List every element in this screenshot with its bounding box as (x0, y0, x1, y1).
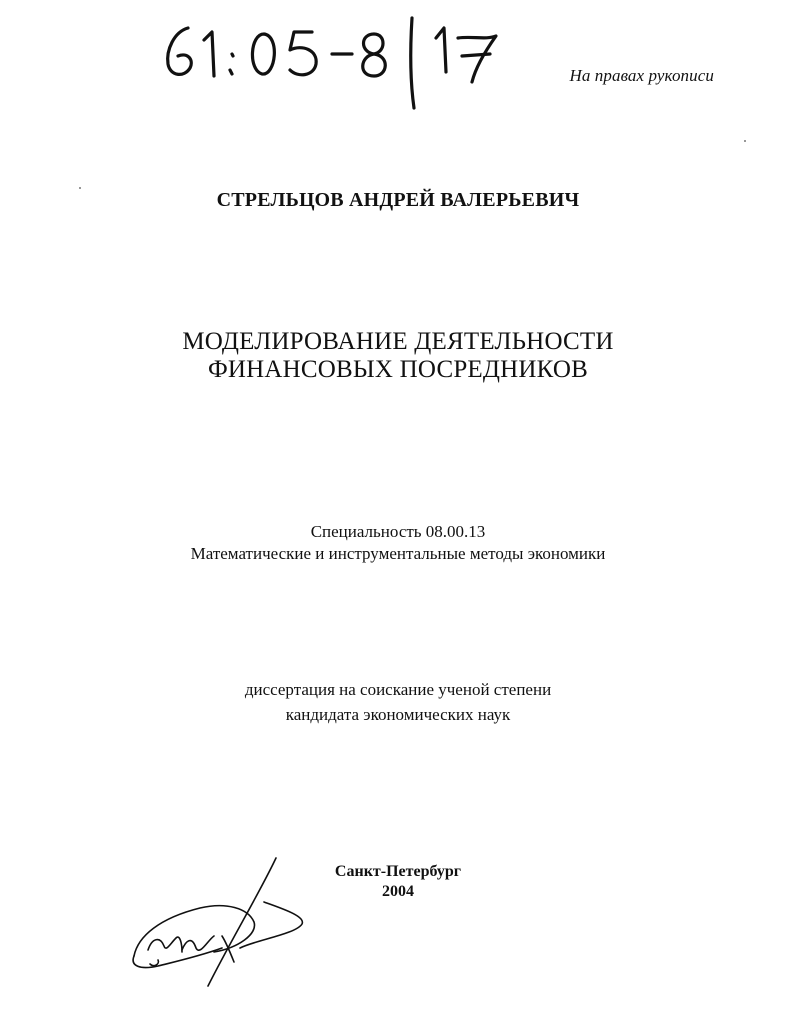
author-name: СТРЕЛЬЦОВ АНДРЕЙ ВАЛЕРЬЕВИЧ (216, 189, 580, 211)
dissertation-title (0, 328, 796, 384)
city: Санкт-Петербург (334, 863, 462, 880)
title-line-2: ФИНАНСОВЫХ ПОСРЕДНИКОВ (207, 356, 589, 383)
handwritten-archive-code (160, 10, 510, 110)
specialty-name: Математические и инструментальные методы экономики (190, 544, 606, 563)
year: 2004 (382, 883, 414, 900)
degree-line-1: диссертация на соискание ученой степени (244, 680, 552, 699)
degree-line-2: кандидата экономических наук (285, 705, 511, 724)
specialty-block (0, 521, 796, 565)
scan-speck (79, 187, 81, 189)
handwritten-archive-code-drawing (160, 10, 510, 110)
handwritten-signature (130, 852, 310, 992)
signature-drawing (130, 852, 310, 992)
rights-note: На правах рукописи (569, 66, 714, 85)
scan-speck (744, 140, 746, 142)
degree-block (0, 677, 796, 727)
title-line-1: МОДЕЛИРОВАНИЕ ДЕЯТЕЛЬНОСТИ (182, 328, 614, 355)
place-year-block (0, 862, 796, 902)
specialty-code: Специальность 08.00.13 (310, 522, 486, 541)
